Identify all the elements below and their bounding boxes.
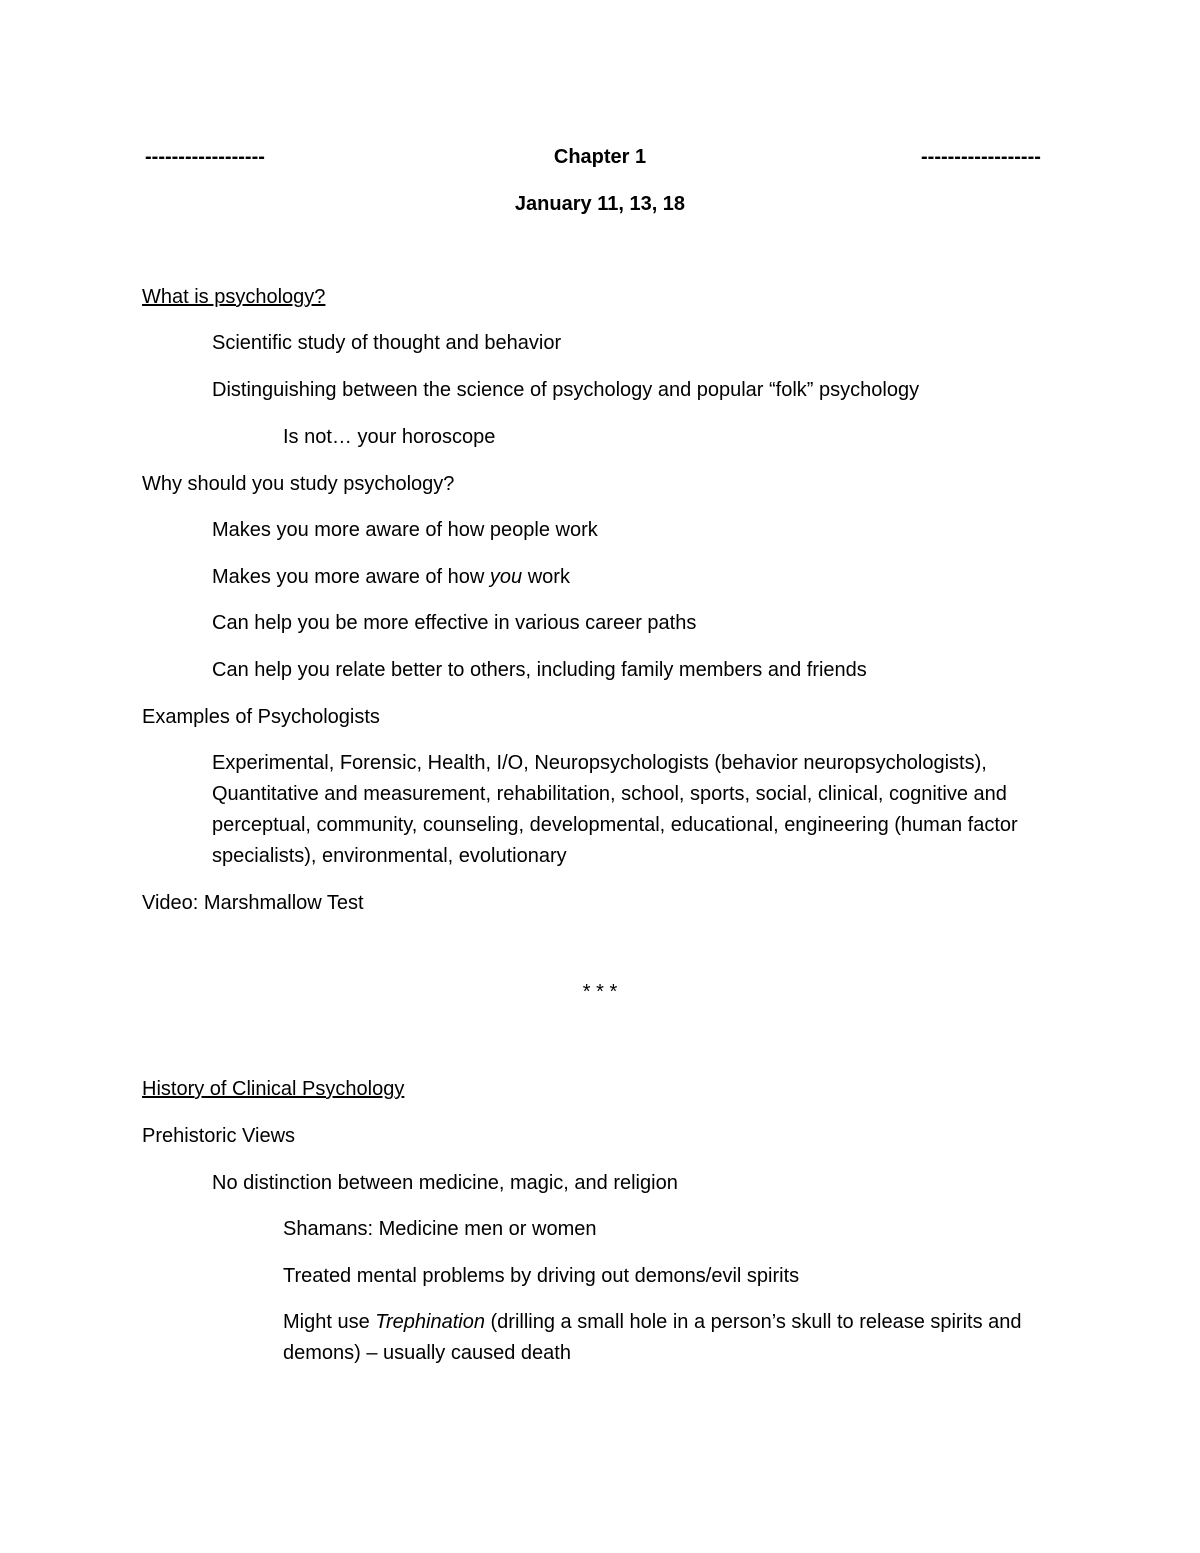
examples-paragraph: Experimental, Forensic, Health, I/O, Neuropsychologists (behavior neuropsychologists), Quantitative and measurement, rehabilitation, school, sports, social, clinical, cognitive and perceptual, community, counseling, developmental, educational, engineering (human factor specialists), environmental, evolutionary [212, 752, 1018, 867]
bullet-not-horoscope: Is not… your horoscope [283, 426, 496, 448]
bullet-aware-you: Makes you more aware of how you work [212, 566, 570, 588]
bullet-shamans: Shamans: Medicine men or women [283, 1218, 597, 1240]
heading-history: History of Clinical Psychology [142, 1078, 405, 1100]
bullet-distinguish: Distinguishing between the science of psychology and popular “folk” psychology [212, 379, 920, 401]
emphasis-trephination: Trephination [375, 1311, 485, 1333]
emphasis-you: you [489, 566, 523, 588]
bullet-aware-people: Makes you more aware of how people work [212, 519, 598, 541]
bullet-no-distinction: No distinction between medicine, magic, and religion [212, 1172, 678, 1194]
header-dash-right: ------------------ [921, 146, 1041, 168]
chapter-title: Chapter 1 [553, 146, 647, 168]
bullet-treated: Treated mental problems by driving out demons/evil spirits [283, 1265, 800, 1287]
bullet-definition: Scientific study of thought and behavior [212, 332, 562, 354]
bullet-relate: Can help you relate better to others, including family members and friends [212, 659, 867, 681]
header-dash-left: ------------------ [145, 146, 265, 168]
heading-prehistoric: Prehistoric Views [142, 1125, 296, 1147]
section-separator: * * * [582, 981, 618, 1003]
heading-what-is-psychology: What is psychology? [142, 286, 326, 308]
video-line: Video: Marshmallow Test [142, 892, 364, 914]
heading-examples: Examples of Psychologists [142, 706, 380, 728]
bullet-career: Can help you be more effective in various career paths [212, 612, 697, 634]
dates-subtitle: January 11, 13, 18 [514, 193, 686, 215]
heading-why-study: Why should you study psychology? [142, 473, 455, 495]
bullet-trephination: Might use Trephination (drilling a small hole in a person’s skull to release spirits and demons) – usually caused death [283, 1311, 1022, 1364]
